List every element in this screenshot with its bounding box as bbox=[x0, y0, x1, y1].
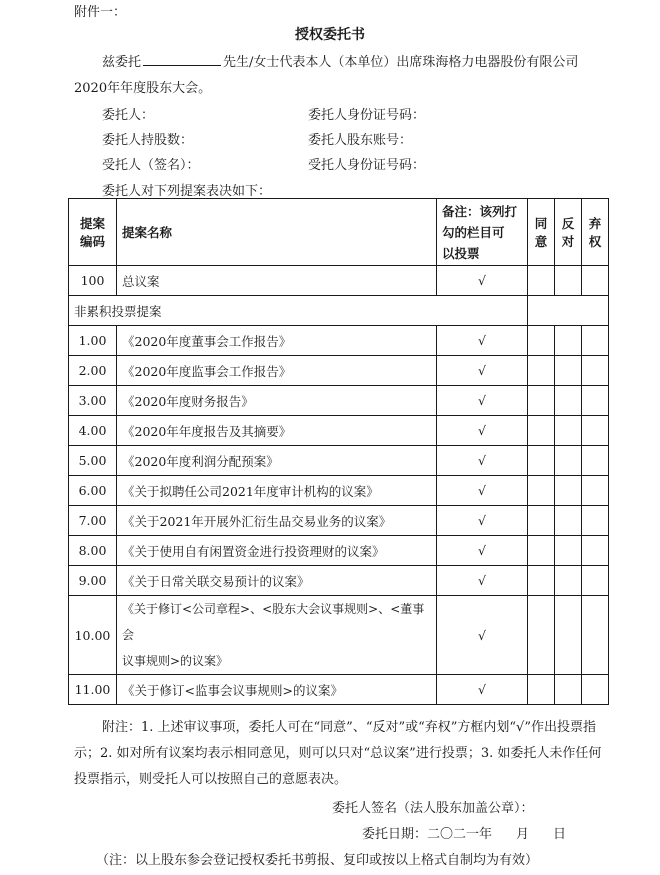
row-code: 3.00 bbox=[69, 386, 117, 416]
against-box[interactable] bbox=[555, 596, 582, 675]
against-box[interactable] bbox=[555, 506, 582, 536]
agree-box[interactable] bbox=[528, 675, 555, 705]
table-row bbox=[69, 386, 609, 416]
row-mark: √ bbox=[437, 386, 528, 416]
date-month: 月 bbox=[516, 827, 530, 842]
against-box[interactable] bbox=[555, 536, 582, 566]
intro-line-1 bbox=[102, 51, 578, 70]
section-row bbox=[69, 296, 609, 326]
row-name: 《关于使用自有闲置资金进行投资理财的议案》 bbox=[117, 536, 437, 566]
row-mark: √ bbox=[437, 536, 528, 566]
abstain-box[interactable] bbox=[582, 476, 609, 506]
header-agree: 同 意 bbox=[528, 199, 555, 266]
agree-box[interactable] bbox=[528, 356, 555, 386]
row-code: 2.00 bbox=[69, 356, 117, 386]
agree-box[interactable] bbox=[528, 506, 555, 536]
agree-box[interactable] bbox=[528, 386, 555, 416]
field-shares-held: 委托人持股数： bbox=[102, 133, 194, 148]
row-code: 5.00 bbox=[69, 446, 117, 476]
row-mark: √ bbox=[437, 566, 528, 596]
abstain-box[interactable] bbox=[582, 675, 609, 705]
abstain-box[interactable] bbox=[582, 566, 609, 596]
row-name: 《关于拟聘任公司2021年度审计机构的议案》 bbox=[117, 476, 437, 506]
row-name: 《关于日常关联交易预计的议案》 bbox=[117, 566, 437, 596]
row-code: 8.00 bbox=[69, 536, 117, 566]
agree-box[interactable] bbox=[528, 596, 555, 675]
header-name: 提案名称 bbox=[117, 199, 437, 266]
row-name: 《关于修订<公司章程>、<股东大会议事规则>、<董事会 议事规则>的议案》 bbox=[117, 596, 437, 675]
abstain-box[interactable] bbox=[582, 506, 609, 536]
against-box[interactable] bbox=[555, 675, 582, 705]
table-row bbox=[69, 446, 609, 476]
total-agree-box[interactable] bbox=[528, 266, 555, 296]
field-principal: 委托人： bbox=[102, 108, 155, 123]
row-code: 11.00 bbox=[69, 675, 117, 705]
table-row bbox=[69, 476, 609, 506]
row-name: 《2020年年度报告及其摘要》 bbox=[117, 416, 437, 446]
signature-line: 委托人签名（法人股东加盖公章）： bbox=[332, 801, 534, 816]
table-row bbox=[69, 506, 609, 536]
header-code: 提案 编码 bbox=[69, 199, 117, 266]
header-note: 备注：该列打 勾的栏目可 以投票 bbox=[437, 199, 528, 266]
notes-paragraph: 附注：1. 上述审议事项，委托人可在“同意”、“反对”或“弃权”方框内划“√”作出投票指示；2. 如对所有议案均表示相同意见，则可以只对“总议案”进行投票；3. 如委托人未作任何投票指示，则受托人可以按照自己的意愿表决。 bbox=[74, 720, 602, 787]
intro-line-2: 2020年年度股东大会。 bbox=[74, 81, 212, 96]
row-name: 《2020年度监事会工作报告》 bbox=[117, 356, 437, 386]
row-name: 《关于修订<监事会议事规则>的议案》 bbox=[117, 675, 437, 705]
row-mark: √ bbox=[437, 506, 528, 536]
against-box[interactable] bbox=[555, 356, 582, 386]
table-row bbox=[69, 566, 609, 596]
field-principal-id: 委托人身份证号码： bbox=[308, 108, 426, 123]
vote-instruction: 委托人对下列提案表决如下： bbox=[102, 184, 272, 199]
row-mark: √ bbox=[437, 326, 528, 356]
row-name: 《2020年度利润分配预案》 bbox=[117, 446, 437, 476]
against-box[interactable] bbox=[555, 416, 582, 446]
row-name: 《2020年度董事会工作报告》 bbox=[117, 326, 437, 356]
abstain-box[interactable] bbox=[582, 356, 609, 386]
section-empty bbox=[528, 296, 609, 326]
row-name: 《关于2021年开展外汇衍生品交易业务的议案》 bbox=[117, 506, 437, 536]
row-mark: √ bbox=[437, 416, 528, 446]
total-code: 100 bbox=[69, 266, 117, 296]
intro-suffix: 先生/女士代表本人（本单位）出席珠海格力电器股份有限公司 bbox=[223, 55, 579, 70]
against-box[interactable] bbox=[555, 326, 582, 356]
table-row bbox=[69, 356, 609, 386]
section-label: 非累积投票提案 bbox=[69, 296, 528, 326]
total-mark: √ bbox=[437, 266, 528, 296]
agree-box[interactable] bbox=[528, 536, 555, 566]
row-code: 6.00 bbox=[69, 476, 117, 506]
field-agent-id: 受托人身份证号码： bbox=[308, 158, 426, 173]
table-row bbox=[69, 416, 609, 446]
table-row bbox=[69, 596, 609, 675]
row-code: 7.00 bbox=[69, 506, 117, 536]
table-row bbox=[69, 536, 609, 566]
field-agent-signature: 受托人（签名）： bbox=[102, 158, 200, 173]
abstain-box[interactable] bbox=[582, 446, 609, 476]
header-against: 反 对 bbox=[555, 199, 582, 266]
against-box[interactable] bbox=[555, 446, 582, 476]
row-code: 9.00 bbox=[69, 566, 117, 596]
proposal-table bbox=[68, 198, 609, 705]
row-mark: √ bbox=[437, 596, 528, 675]
table-row bbox=[69, 675, 609, 705]
abstain-box[interactable] bbox=[582, 416, 609, 446]
date-label: 委托日期： bbox=[362, 827, 428, 842]
table-row bbox=[69, 326, 609, 356]
agree-box[interactable] bbox=[528, 446, 555, 476]
abstain-box[interactable] bbox=[582, 536, 609, 566]
field-shareholder-account: 委托人股东账号： bbox=[308, 133, 413, 148]
agree-box[interactable] bbox=[528, 326, 555, 356]
row-mark: √ bbox=[437, 446, 528, 476]
row-name: 《2020年度财务报告》 bbox=[117, 386, 437, 416]
abstain-box[interactable] bbox=[582, 386, 609, 416]
proxy-name-blank[interactable] bbox=[143, 53, 221, 66]
against-box[interactable] bbox=[555, 566, 582, 596]
agree-box[interactable] bbox=[528, 416, 555, 446]
total-against-box[interactable] bbox=[555, 266, 582, 296]
row-code: 10.00 bbox=[69, 596, 117, 675]
agree-box[interactable] bbox=[528, 476, 555, 506]
agree-box[interactable] bbox=[528, 566, 555, 596]
date-day: 日 bbox=[553, 827, 567, 842]
against-box[interactable] bbox=[555, 476, 582, 506]
row-code: 1.00 bbox=[69, 326, 117, 356]
footer-note: （注：以上股东参会登记授权委托书剪报、复印或按以上格式自制均为有效） bbox=[96, 853, 539, 868]
date-line bbox=[362, 823, 566, 842]
abstain-box[interactable] bbox=[582, 596, 609, 675]
date-year: 二〇二一年 bbox=[427, 827, 493, 842]
row-mark: √ bbox=[437, 476, 528, 506]
total-abstain-box[interactable] bbox=[582, 266, 609, 296]
row-code: 4.00 bbox=[69, 416, 117, 446]
attachment-label: 附件一： bbox=[74, 5, 127, 20]
intro-prefix: 兹委托 bbox=[102, 55, 142, 70]
abstain-box[interactable] bbox=[582, 326, 609, 356]
header-abstain: 弃 权 bbox=[582, 199, 609, 266]
total-row bbox=[69, 266, 609, 296]
table-header-row bbox=[69, 199, 609, 266]
row-mark: √ bbox=[437, 675, 528, 705]
document-title: 授权委托书 bbox=[295, 27, 365, 43]
total-name: 总议案 bbox=[117, 266, 437, 296]
against-box[interactable] bbox=[555, 386, 582, 416]
row-mark: √ bbox=[437, 356, 528, 386]
